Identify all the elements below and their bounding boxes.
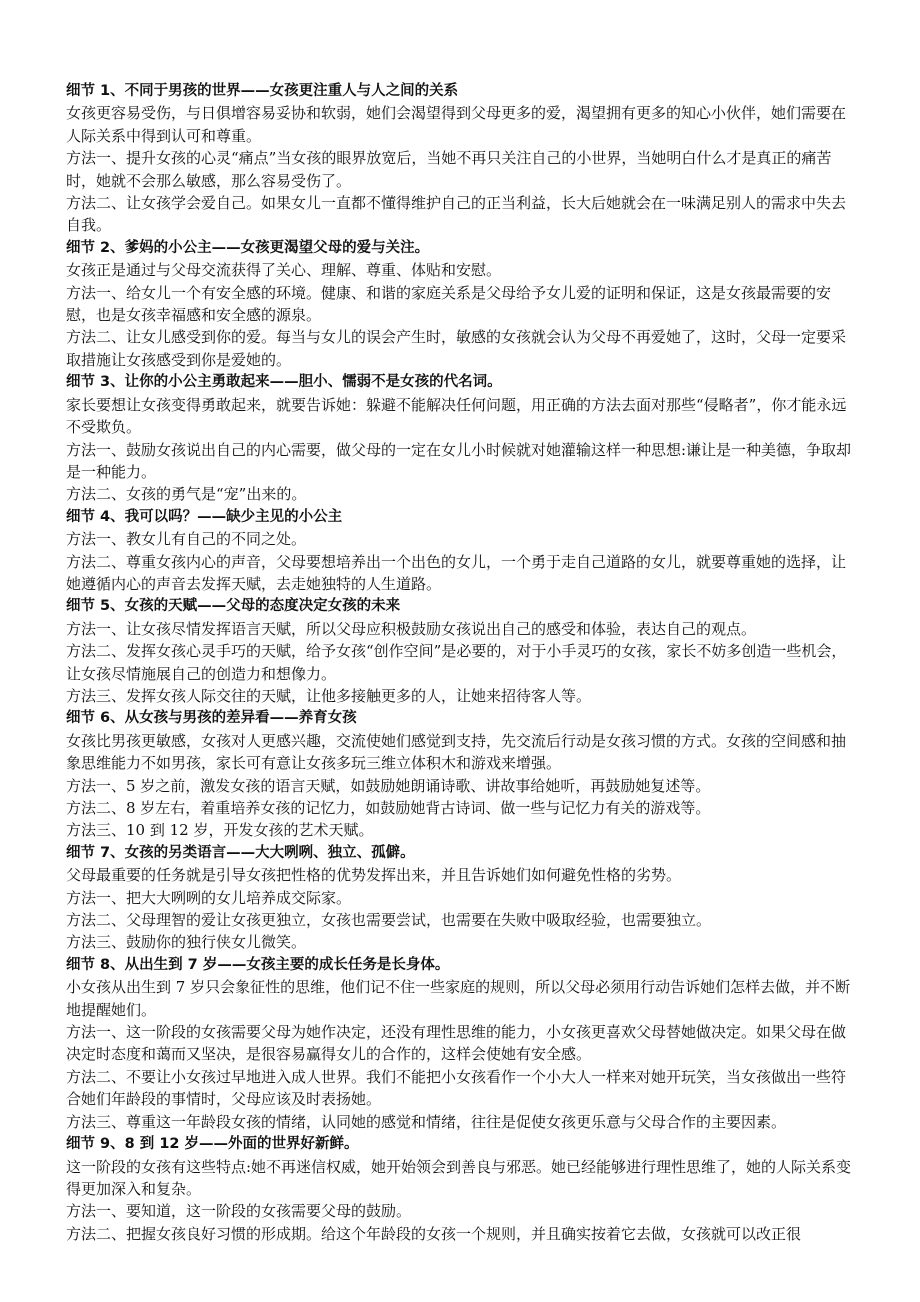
paragraph: 方法一、5 岁之前，激发女孩的语言天赋，如鼓励她朗诵诗歌、讲故事给她听，再鼓励她复述等。	[66, 776, 711, 795]
section-1	[66, 80, 856, 237]
paragraph: 方法二、让女孩学会爱自己。如果女儿一直都不懂得维护自己的正当利益，长大后她就会在一味满足别人的需求中失去自我。	[66, 194, 847, 235]
paragraph: 方法一、提升女孩的心灵“痛点”当女孩的眼界放宽后，当她不再只关注自己的小世界，当她明白什么才是真正的痛苦时，她就不会那么敏感，那么容易受伤了。	[66, 149, 832, 190]
paragraph: 方法一、鼓励女孩说出自己的内心需要，做父母的一定在女儿小时候就对她灌输这样一种思想:谦让是一种美德，争取却是一种能力。	[66, 440, 852, 481]
paragraph: 方法一、把大大咧咧的女儿培养成交际家。	[66, 888, 352, 907]
section-title: 细节 3、让你的小公主勇敢起来——胆小、懦弱不是女孩的代名词。	[66, 374, 502, 391]
section-6	[66, 707, 856, 841]
section-7	[66, 842, 856, 954]
paragraph: 方法一、给女儿一个有安全感的环境。健康、和谐的家庭关系是父母给予女儿爱的证明和保证，这是女孩最需要的安慰，也是女孩幸福感和安全感的源泉。	[66, 283, 832, 325]
paragraph: 父母最重要的任务就是引导女孩把性格的优势发挥出来，并且告诉她们如何避免性格的劣势。	[66, 866, 682, 885]
paragraph: 方法一、教女儿有自己的不同之处。	[66, 530, 307, 549]
paragraph: 方法三、尊重这一年龄段女孩的情绪，认同她的感觉和情绪，往往是促使女孩更乐意与父母合作的主要因素。	[66, 1112, 787, 1131]
document-body	[66, 80, 856, 1245]
paragraph: 方法二、发挥女孩心灵手巧的天赋，给予女孩“创作空间”是必要的，对于小手灵巧的女孩，家长不妨多创造一些机会，让女孩尽情施展自己的创造力和想像力。	[66, 642, 847, 683]
paragraph: 女孩比男孩更敏感，女孩对人更感兴趣，交流使她们感觉到支持，先交流后行动是女孩习惯的方式。女孩的空间感和抽象思维能力不如男孩，家长可有意让女孩多玩三维立体积木和游戏来增强。	[66, 731, 847, 773]
paragraph: 方法三、发挥女孩人际交往的天赋，让他多接触更多的人，让她来招待客人等。	[66, 686, 592, 705]
paragraph: 方法二、把握女孩良好习惯的形成期。给这个年龄段的女孩一个规则，并且确实按着它去做，女孩就可以改正很	[66, 1224, 802, 1243]
section-title: 细节 4、我可以吗？——缺少主见的小公主	[66, 508, 343, 525]
paragraph: 方法三、10 到 12 岁，开发女孩的艺术天赋。	[66, 821, 374, 840]
section-title: 细节 2、爹妈的小公主——女孩更渴望父母的爱与关注。	[66, 239, 430, 256]
paragraph: 方法二、8 岁左右，着重培养女孩的记忆力，如鼓励她背古诗词、做一些与记忆力有关的游戏等。	[66, 799, 711, 817]
section-4	[66, 506, 856, 596]
paragraph: 方法二、让女儿感受到你的爱。每当与女儿的误会产生时，敏感的女孩就会认为父母不再爱她了，这时，父母一定要采取措施让女孩感受到你是爱她的。	[66, 328, 847, 369]
section-9	[66, 1133, 856, 1245]
paragraph: 方法一、这一阶段的女孩需要父母为她作决定，还没有理性思维的能力，小女孩更喜欢父母替她做决定。如果父母在做决定时态度和蔼而又坚决，是很容易赢得女儿的合作的，这样会使她有安全感。	[66, 1023, 847, 1064]
paragraph: 方法一、要知道，这一阶段的女孩需要父母的鼓励。	[66, 1202, 412, 1221]
section-8	[66, 954, 856, 1133]
paragraph: 这一阶段的女孩有这些特点:她不再迷信权威，她开始领会到善良与邪恶。她已经能够进行理性思维了，她的人际关系变得更加深入和复杂。	[66, 1157, 852, 1198]
section-title: 细节 9、8 到 12 岁——外面的世界好新鲜。	[66, 1136, 359, 1153]
section-5	[66, 595, 856, 707]
paragraph: 方法三、鼓励你的独行侠女儿微笑。	[66, 933, 307, 952]
section-title: 细节 6、从女孩与男孩的差异看——养育女孩	[66, 710, 357, 727]
paragraph: 女孩更容易受伤，与日俱增容易妥协和软弱，她们会渴望得到父母更多的爱，渴望拥有更多的知心小伙伴，她们需要在人际关系中得到认可和尊重。	[66, 104, 847, 145]
section-3	[66, 371, 856, 505]
section-title: 细节 1、不同于男孩的世界——女孩更注重人与人之间的关系	[66, 83, 459, 99]
section-title: 细节 8、从出生到 7 岁——女孩主要的成长任务是长身体。	[66, 956, 450, 973]
paragraph: 方法一、让女孩尽情发挥语言天赋，所以父母应积极鼓励女孩说出自己的感受和体验，表达自己的观点。	[66, 619, 757, 638]
paragraph: 方法二、女孩的勇气是“宠”出来的。	[66, 485, 307, 504]
section-title: 细节 7、女孩的另类语言——大大咧咧、独立、孤僻。	[66, 844, 415, 861]
paragraph: 家长要想让女孩变得勇敢起来，就要告诉她：躲避不能解决任何问题，用正确的方法去面对那些“侵略者”，你才能永远不受欺负。	[66, 395, 847, 437]
section-title: 细节 5、女孩的天赋——父母的态度决定女孩的未来	[66, 598, 401, 615]
paragraph: 小女孩从出生到 7 岁只会象征性的思维，他们记不住一些家庭的规则，所以父母必须用行动告诉她们怎样去做，并不断地提醒她们。	[66, 978, 851, 1019]
paragraph: 方法二、不要让小女孩过早地进入成人世界。我们不能把小女孩看作一个小大人一样来对她开玩笑，当女孩做出一些符合她们年龄段的事情时，父母应该及时表扬她。	[66, 1067, 847, 1109]
section-2	[66, 237, 856, 371]
paragraph: 方法二、尊重女孩内心的声音，父母要想培养出一个出色的女儿，一个勇于走自己道路的女儿，就要尊重她的选择，让她遵循内心的声音去发挥天赋，去走她独特的人生道路。	[66, 552, 847, 593]
paragraph: 方法二、父母理智的爱让女孩更独立，女孩也需要尝试，也需要在失败中吸取经验，也需要独立。	[66, 911, 712, 930]
paragraph: 女孩正是通过与父母交流获得了关心、理解、尊重、体贴和安慰。	[66, 261, 502, 280]
